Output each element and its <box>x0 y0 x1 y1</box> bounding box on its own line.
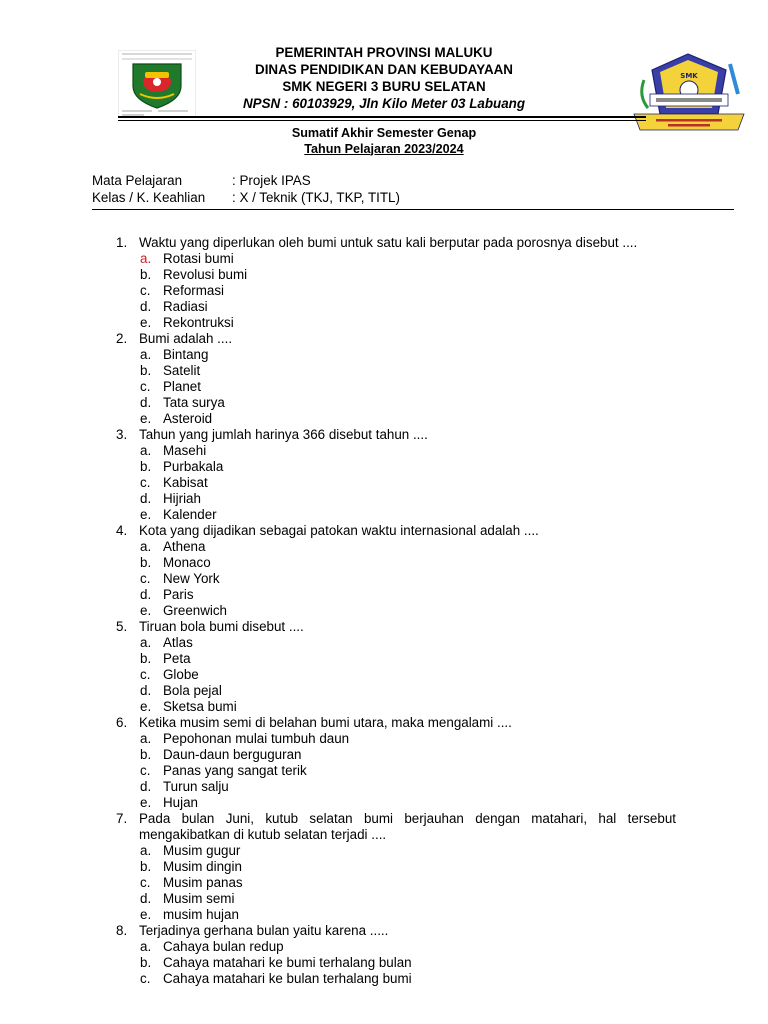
question-2 <box>116 331 676 347</box>
answer-option <box>116 763 676 779</box>
option-letter: d. <box>140 395 152 410</box>
question-text: Tahun yang jumlah harinya 366 disebut tahun .... <box>139 427 428 442</box>
option-text: Asteroid <box>163 411 213 426</box>
option-letter: d. <box>140 587 152 602</box>
answer-option <box>116 587 676 603</box>
option-letter: a. <box>140 731 152 746</box>
option-letter: a. <box>140 939 152 954</box>
option-letter: c. <box>140 475 151 490</box>
option-text: Musim dingin <box>163 859 242 874</box>
answer-option <box>116 363 676 379</box>
option-text: Atlas <box>163 635 193 650</box>
option-text: musim hujan <box>163 907 239 922</box>
question-list <box>116 235 676 987</box>
subject-label: Mata Pelajaran <box>92 173 183 188</box>
option-letter: d. <box>140 299 152 314</box>
question-1 <box>116 235 676 251</box>
option-text: Rekontruksi <box>163 315 234 330</box>
option-text: Planet <box>163 379 201 394</box>
question-4 <box>116 523 676 539</box>
question-text: Terjadinya gerhana bulan yaitu karena ..... <box>139 923 389 938</box>
option-letter: c. <box>140 379 151 394</box>
option-text: Bintang <box>163 347 209 362</box>
option-letter: b. <box>140 859 152 874</box>
answer-option <box>116 475 676 491</box>
option-text: Kabisat <box>163 475 208 490</box>
answer-option <box>116 971 676 987</box>
subject-row <box>92 172 400 189</box>
answer-option <box>116 843 676 859</box>
option-letter: e. <box>140 507 152 522</box>
smk-school-emblem-icon <box>630 50 748 138</box>
letterhead-line2: DINAS PENDIDIKAN DAN KEBUDAYAAN <box>255 62 513 77</box>
option-letter: c. <box>140 667 151 682</box>
option-letter: e. <box>140 907 152 922</box>
option-text: Purbakala <box>163 459 224 474</box>
svg-text:SMK: SMK <box>680 72 698 80</box>
letterhead <box>200 44 568 112</box>
question-8 <box>116 923 676 939</box>
option-letter: a. <box>140 443 152 458</box>
option-text: Daun-daun berguguran <box>163 747 302 762</box>
answer-option <box>116 443 676 459</box>
option-text: Musim semi <box>163 891 235 906</box>
option-text: Bola pejal <box>163 683 222 698</box>
answer-option <box>116 603 676 619</box>
question-number: 8. <box>116 923 128 938</box>
answer-option <box>116 395 676 411</box>
exam-title-block <box>0 126 768 157</box>
option-letter: e. <box>140 699 152 714</box>
question-3 <box>116 427 676 443</box>
option-letter: e. <box>140 603 152 618</box>
option-letter: d. <box>140 779 152 794</box>
option-letter: b. <box>140 363 152 378</box>
option-letter: d. <box>140 891 152 906</box>
option-text: Panas yang sangat terik <box>163 763 307 778</box>
letterhead-line1: PEMERINTAH PROVINSI MALUKU <box>275 45 493 60</box>
answer-option <box>116 283 676 299</box>
option-letter: a. <box>140 843 152 858</box>
option-letter: e. <box>140 795 152 810</box>
answer-option <box>116 555 676 571</box>
question-text: Bumi adalah .... <box>139 331 233 346</box>
answer-option <box>116 491 676 507</box>
answer-option <box>116 411 676 427</box>
question-number: 1. <box>116 235 128 250</box>
option-text: New York <box>163 571 220 586</box>
answer-option <box>116 459 676 475</box>
question-number: 7. <box>116 811 128 826</box>
question-text: Kota yang dijadikan sebagai patokan waktu internasional adalah .... <box>139 523 539 538</box>
question-text: Waktu yang diperlukan oleh bumi untuk satu kali berputar pada porosnya disebut .... <box>139 235 638 250</box>
option-text: Paris <box>163 587 194 602</box>
option-text: Kalender <box>163 507 217 522</box>
option-letter: e. <box>140 411 152 426</box>
class-value: : X / Teknik (TKJ, TKP, TITL) <box>232 190 400 205</box>
answer-option <box>116 875 676 891</box>
option-text: Globe <box>163 667 199 682</box>
exam-title: Sumatif Akhir Semester Genap <box>291 126 477 140</box>
option-letter: c. <box>140 875 151 890</box>
option-letter: d. <box>140 491 152 506</box>
option-text: Satelit <box>163 363 201 378</box>
answer-option <box>116 315 676 331</box>
question-text: Tiruan bola bumi disebut .... <box>139 619 304 634</box>
option-letter: a. <box>140 347 152 362</box>
option-letter: c. <box>140 571 151 586</box>
question-number: 3. <box>116 427 128 442</box>
option-letter: b. <box>140 747 152 762</box>
question-6 <box>116 715 676 731</box>
option-letter: d. <box>140 683 152 698</box>
answer-option <box>116 939 676 955</box>
letterhead-rule-thin <box>118 120 646 121</box>
subject-value: : Projek IPAS <box>232 173 311 188</box>
option-text: Monaco <box>163 555 211 570</box>
answer-option <box>116 299 676 315</box>
exam-info <box>92 172 400 206</box>
option-text: Cahaya matahari ke bumi terhalang bulan <box>163 955 412 970</box>
option-text: Turun salju <box>163 779 229 794</box>
answer-option <box>116 635 676 651</box>
answer-option <box>116 683 676 699</box>
option-letter: c. <box>140 763 151 778</box>
option-letter: a. <box>140 251 152 266</box>
option-text: Hijriah <box>163 491 201 506</box>
letterhead-school: SMK NEGERI 3 BURU SELATAN <box>282 79 486 94</box>
option-text: Rotasi bumi <box>163 251 234 266</box>
option-text: Revolusi bumi <box>163 267 248 282</box>
option-letter: c. <box>140 971 151 986</box>
option-text: Sketsa bumi <box>163 699 237 714</box>
class-label: Kelas / K. Keahlian <box>92 190 206 205</box>
answer-option <box>116 731 676 747</box>
option-text: Athena <box>163 539 206 554</box>
class-row <box>92 189 400 206</box>
answer-option <box>116 699 676 715</box>
option-text: Peta <box>163 651 191 666</box>
letterhead-npsn: NPSN : 60103929, Jln Kilo Meter 03 Labuang <box>242 96 526 111</box>
answer-option <box>116 571 676 587</box>
option-text: Radiasi <box>163 299 208 314</box>
maluku-province-emblem-icon <box>118 50 196 118</box>
answer-option <box>116 667 676 683</box>
option-text: Hujan <box>163 795 198 810</box>
answer-option <box>116 651 676 667</box>
answer-option <box>116 251 676 267</box>
option-text: Musim gugur <box>163 843 241 858</box>
option-letter: b. <box>140 267 152 282</box>
option-text: Musim panas <box>163 875 243 890</box>
answer-option <box>116 507 676 523</box>
answer-option <box>116 859 676 875</box>
option-letter: b. <box>140 459 152 474</box>
question-5 <box>116 619 676 635</box>
option-letter: a. <box>140 635 152 650</box>
option-letter: b. <box>140 555 152 570</box>
question-7 <box>116 811 676 843</box>
letterhead-rule-thick <box>118 116 646 118</box>
answer-option <box>116 795 676 811</box>
option-text: Reformasi <box>163 283 225 298</box>
option-text: Pepohonan mulai tumbuh daun <box>163 731 350 746</box>
answer-option <box>116 907 676 923</box>
answer-option <box>116 955 676 971</box>
answer-option <box>116 539 676 555</box>
option-letter: e. <box>140 315 152 330</box>
question-text: Pada bulan Juni, kutub selatan bumi berjauhan dengan matahari, hal tersebut mengakibatkan di kutub selatan terjadi .... <box>139 811 676 842</box>
option-letter: b. <box>140 651 152 666</box>
answer-option <box>116 891 676 907</box>
option-text: Cahaya bulan redup <box>163 939 284 954</box>
question-number: 2. <box>116 331 128 346</box>
answer-option <box>116 347 676 363</box>
answer-option <box>116 379 676 395</box>
answer-option <box>116 267 676 283</box>
answer-option <box>116 779 676 795</box>
option-text: Masehi <box>163 443 207 458</box>
option-letter: a. <box>140 539 152 554</box>
option-text: Greenwich <box>163 603 228 618</box>
option-letter: c. <box>140 283 151 298</box>
question-number: 4. <box>116 523 128 538</box>
question-number: 5. <box>116 619 128 634</box>
answer-option <box>116 747 676 763</box>
exam-year: Tahun Pelajaran 2023/2024 <box>304 141 464 156</box>
option-text: Tata surya <box>163 395 225 410</box>
option-text: Cahaya matahari ke bulan terhalang bumi <box>163 971 412 986</box>
info-divider <box>92 209 734 210</box>
option-letter: b. <box>140 955 152 970</box>
question-text: Ketika musim semi di belahan bumi utara, maka mengalami .... <box>139 715 512 730</box>
question-number: 6. <box>116 715 128 730</box>
